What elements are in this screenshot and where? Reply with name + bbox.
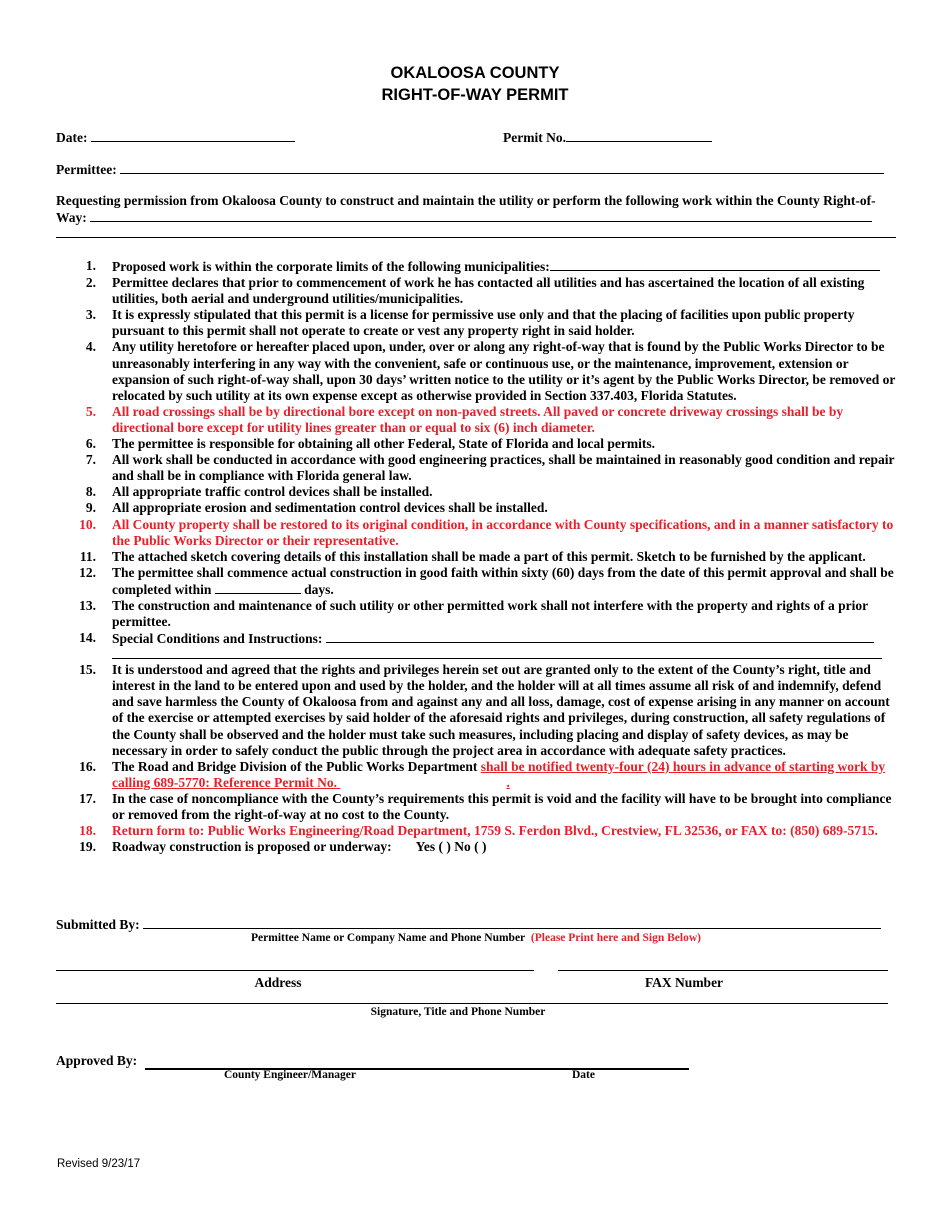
- special-conditions-field[interactable]: [326, 630, 874, 643]
- list-item: 10. All County property shall be restored to its original condition, in accordance with County specifications, and in a manner satisfactory to the Public Works Director or their representative.: [79, 516, 894, 548]
- permit-no-row: [503, 129, 712, 146]
- special-conditions-line-2[interactable]: [112, 658, 882, 659]
- form-title-county: OKALOOSA COUNTY: [390, 64, 560, 82]
- list-item: 3. It is expressly stipulated that this permit is a license for permissive use only and that the placing of facilities upon public property pursuant to this permit shall not operate to create or vest any property right in said holder.: [85, 307, 855, 339]
- date-label: Date:: [56, 130, 88, 145]
- reference-permit-field[interactable]: [340, 775, 506, 791]
- address-field[interactable]: [56, 970, 534, 971]
- signature-caption: Signature, Title and Phone Number: [370, 1006, 546, 1018]
- list-item: 13. The construction and maintenance of such utility or other permitted work shall not interfere with the property and rights of a prior permittee.: [79, 597, 868, 630]
- request-paragraph: [56, 193, 898, 226]
- permittee-row: [56, 161, 884, 178]
- list-item: 16. The Road and Bridge Division of the Public Works Department shall be notified twenty-four (24) hours in advance of starting work by calling 689-5770: Reference Permit No. .: [79, 758, 886, 790]
- list-item: 5. All road crossings shall be by directional bore except on non-paved streets. All paved or concrete driveway crossings shall be by directional bore except for utility lines greater than or equal to six (6) inch diameter.: [85, 403, 844, 435]
- revised-date: Revised 9/23/17: [57, 1158, 141, 1170]
- list-item: 18. Return form to: Public Works Engineering/Road Department, 1759 S. Ferdon Blvd., Crestview, FL 32536, or FAX to: (850) 689-5715.: [79, 823, 878, 839]
- approved-by-label: Approved By:: [56, 1053, 138, 1068]
- permittee-field[interactable]: [120, 161, 884, 174]
- date-row: [56, 129, 295, 146]
- municipalities-field[interactable]: [550, 258, 880, 271]
- conditions-list: [56, 258, 898, 855]
- address-label: Address: [254, 975, 302, 990]
- list-item: 1. Proposed work is within the corporate limits of the following municipalities:: [56, 258, 898, 275]
- list-item: 2. Permittee declares that prior to commencement of work he has contacted all utilities and has ascertained the location of all existing utilities, both aerial and underground utilities/municipalities.: [85, 275, 865, 307]
- permittee-caption: Permittee Name or Company Name and Phone Number (Please Print here and Sign Below): [251, 932, 701, 944]
- permit-no-field[interactable]: [566, 129, 712, 142]
- list-item: 8. All appropriate traffic control devices shall be installed.: [85, 484, 433, 500]
- request-text: Requesting permission from Okaloosa County to construct and maintain the utility or perform the following work within the County Right-of-Way:: [56, 193, 876, 226]
- work-description-line-2[interactable]: [56, 237, 896, 238]
- list-item: 14. Special Conditions and Instructions:: [56, 630, 898, 662]
- list-item: 9. All appropriate erosion and sedimentation control devices shall be installed.: [85, 500, 548, 516]
- submitted-by-row: [56, 916, 881, 933]
- engineer-caption: County Engineer/Manager: [224, 1069, 356, 1081]
- signature-field[interactable]: [56, 1003, 888, 1004]
- list-item: 11. The attached sketch covering details of this installation shall be made a part of this permit. Sketch to be furnished by the applicant.: [79, 548, 866, 564]
- list-item: 6. The permittee is responsible for obtaining all other Federal, State of Florida and local permits.: [85, 436, 655, 452]
- list-item: 17. In the case of noncompliance with the County’s requirements this permit is void and the facility will have to be brought into compliance or removed from the right-of-way at no cost to the County.: [79, 790, 892, 822]
- list-item: 4. Any utility heretofore or hereafter placed upon, under, over or along any right-of-way that is found by the Public Works Director to be unreasonably interfering in any way with the convenient, safe or continuous use, or the maintenance, improvement, extension or expansion of such right-of-way shall, upon 30 days’ written notice to the utility or it’s agent by the Public Works Director, be removed or relocated by such utility at its own expense except as otherwise provided in Section 337.403, Florida Statutes.: [85, 339, 896, 403]
- yes-checkbox[interactable]: Yes ( ): [415, 839, 451, 855]
- permit-no-label: Permit No.: [503, 130, 566, 145]
- date-caption: Date: [572, 1069, 595, 1081]
- submitted-by-field[interactable]: [143, 916, 881, 929]
- date-field[interactable]: [91, 129, 295, 142]
- submitted-by-label: Submitted By:: [56, 917, 140, 932]
- completion-days-field[interactable]: [215, 581, 301, 594]
- list-item: 15. It is understood and agreed that the rights and privileges herein set out are granted only to the extent of the County’s right, title and interest in the land to be entered upon and used by the holder, and the holder will at all times assume all risk of and indemnify, defend and save harmless the County of Okaloosa from and against any and all loss, damage, cost of expense arising in any manner on account of the exercise or attempted exercises by said holder of the aforesaid rights and privileges, during construction, all safety regulations of the County shall be observed and the holder must take such measures, including placing and display of safety devices, as may be necessary in order to safely conduct the public through the project area in accordance with adequate safety practices.: [79, 662, 890, 758]
- fax-field[interactable]: [558, 970, 888, 971]
- list-item: 19. Roadway construction is proposed or underway: Yes ( ) No ( ): [79, 839, 487, 855]
- no-checkbox[interactable]: No ( ): [454, 839, 487, 855]
- fax-label: FAX Number: [644, 975, 724, 990]
- form-title-permit: RIGHT-OF-WAY PERMIT: [381, 86, 569, 104]
- work-description-field[interactable]: [90, 209, 872, 222]
- permittee-label: Permittee:: [56, 162, 117, 177]
- list-item: 12. The permittee shall commence actual construction in good faith within sixty (60) days from the date of this permit approval and shall be completed within days.: [79, 564, 894, 597]
- list-item: 7. All work shall be conducted in accordance with good engineering practices, shall be maintained in reasonably good condition and repair and shall be in compliance with Florida general law.: [85, 452, 895, 484]
